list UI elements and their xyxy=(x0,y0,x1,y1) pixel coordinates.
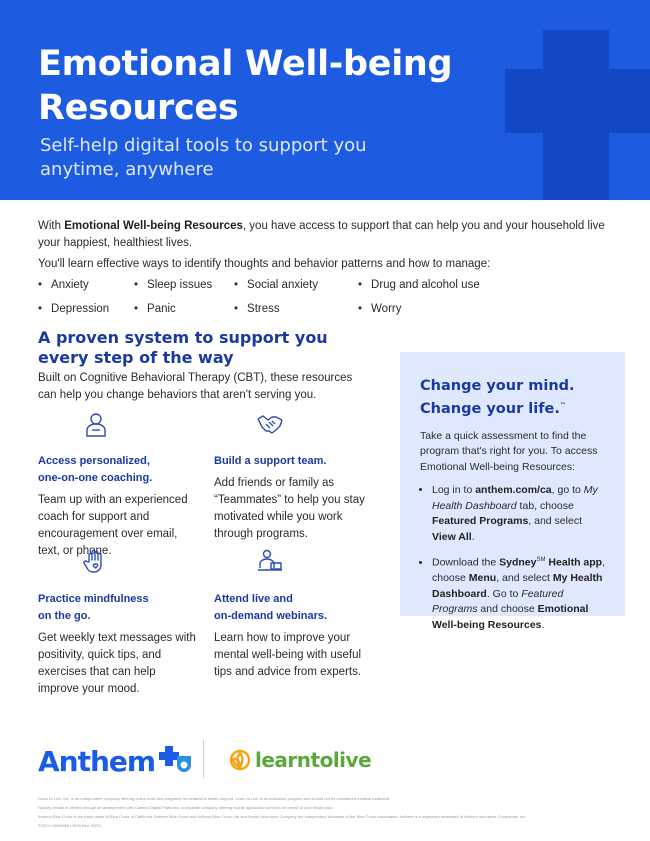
feature-description: Get weekly text messages with positivity, quick tips, and exercises that can help improve your mood. xyxy=(38,632,196,695)
topic-item: • Worry xyxy=(358,303,401,315)
topic-item: • Sleep issues xyxy=(134,279,212,291)
access-step-app xyxy=(432,553,605,633)
step-text: Log in to xyxy=(432,484,476,497)
footer-code: ©2024 CAMS666 LRG8 Rev. 03/24 xyxy=(38,823,101,828)
step-text: Download the xyxy=(432,556,500,569)
step-text: . xyxy=(471,530,475,543)
step-text: View All xyxy=(432,530,472,543)
learntolive-wordmark: learntolive xyxy=(255,748,372,772)
change-your-mind-panel xyxy=(400,352,625,631)
feature-title: on-demand webinars. xyxy=(214,610,328,622)
footer-disclaimer: Anthem Blue Cross is the trade name of Blue Cross of California. Anthem Blue Cross and Anthem Blue Cross Life and Health Insurance Company are independent licensees of the Blue Cross Association. Anthem is a registered trademark of Anthem Insurance Companies, Inc. xyxy=(38,814,527,819)
page-title: Emotional Well-being Resources xyxy=(38,44,453,128)
presenter-icon xyxy=(256,548,284,576)
feature-description: Add friends or family as “Teammates” to help you stay motivated while you work through programs. xyxy=(214,477,365,540)
intro-lead: With xyxy=(38,220,65,232)
panel-heading xyxy=(420,376,605,419)
step-text: , choose xyxy=(432,556,606,585)
logo-divider xyxy=(203,740,204,778)
step-text: Featured Programs xyxy=(432,515,529,528)
feature-description: Team up with an experienced coach for support and encouragement over email, text, or phone. xyxy=(38,494,188,557)
step-text: Featured Programs xyxy=(432,587,564,616)
feature-title: Access personalized, xyxy=(38,455,150,467)
handshake-icon xyxy=(256,410,284,438)
step-text: , go to xyxy=(551,484,584,497)
feature-webinars xyxy=(214,548,374,681)
feature-support-team xyxy=(214,410,374,543)
intro-rest: , you have access to support that can help you and your household live your happiest, healthiest lives. xyxy=(38,220,605,249)
step-text: . xyxy=(541,618,545,631)
step-text: and choose xyxy=(477,603,538,616)
step-text: . Go to xyxy=(486,587,522,600)
trademark-mark: ™ xyxy=(559,402,566,409)
step-text: Sydney xyxy=(499,556,537,569)
section-heading: A proven system to support you every step of the way xyxy=(38,328,328,367)
access-step-login xyxy=(432,483,605,545)
cross-shape-horizontal xyxy=(505,69,650,133)
step-text: My Health Dashboard xyxy=(432,572,603,600)
step-text: , and select xyxy=(528,515,582,528)
step-text: Health app xyxy=(545,556,603,569)
topic-item: • Drug and alcohol use xyxy=(358,279,480,291)
footer-disclaimer: Sydney Health is offered through an arrangement with Carelon Digital Platforms, a separate company offering mobile application services on behalf of your health plan. xyxy=(38,805,334,810)
feature-title: Build a support team. xyxy=(214,455,327,467)
panel-intro: Take a quick assessment to find the program that's right for you. To access Emotional Well-being Resources: xyxy=(420,429,598,473)
learntolive-flower-icon xyxy=(228,748,252,772)
feature-title: Attend live and xyxy=(214,593,293,605)
step-text: Menu xyxy=(468,572,497,585)
access-steps xyxy=(420,483,605,633)
learntolive-logo xyxy=(228,748,371,772)
feature-mindfulness xyxy=(38,548,198,698)
feature-title: Practice mindfulness xyxy=(38,593,149,605)
anthem-url-link[interactable]: anthem.com/ca xyxy=(475,484,552,497)
topic-item: • Social anxiety xyxy=(234,279,318,291)
hero-banner xyxy=(0,0,650,200)
topic-item: • Anxiety xyxy=(38,279,89,291)
page-subtitle: Self-help digital tools to support you anytime, anywhere xyxy=(40,135,367,180)
anthem-logo xyxy=(38,745,193,777)
intro-paragraph xyxy=(38,218,618,252)
step-text: My Health Dashboard xyxy=(432,484,598,512)
topic-item: • Stress xyxy=(234,303,280,315)
feature-title: on the go. xyxy=(38,610,91,622)
footer-disclaimer: Learn to Live, Inc. is an independent company offering online tools and programs for behavioral health support. Learn to Live is an education program and should not be considered medical treatment. xyxy=(38,796,391,801)
hand-heart-icon xyxy=(82,548,110,576)
service-mark: SM xyxy=(536,557,546,564)
section-description: Built on Cognitive Behavioral Therapy (CBT), these resources can help you change behaviors that aren't serving you. xyxy=(38,372,353,401)
intro-brand: Emotional Well-being Resources xyxy=(64,220,243,232)
feature-description: Learn how to improve your mental well-being with useful tips and advice from experts. xyxy=(214,632,362,678)
step-text: tab, choose xyxy=(516,499,574,512)
step-text: Emotional Well-being Resources xyxy=(432,603,589,631)
panel-heading-text: Change your mind. Change your life. xyxy=(420,378,575,417)
feature-title: one-on-one coaching. xyxy=(38,472,153,484)
step-text: , and select xyxy=(496,572,553,585)
blue-cross-shield-icon xyxy=(159,746,193,776)
anthem-wordmark: Anthem xyxy=(38,744,156,778)
topic-item: • Panic xyxy=(134,303,176,315)
topic-item: • Depression xyxy=(38,303,109,315)
feature-coaching xyxy=(38,410,198,560)
manage-text: You'll learn effective ways to identify thoughts and behavior patterns and how to manage: xyxy=(38,258,491,270)
coach-icon xyxy=(82,410,110,438)
